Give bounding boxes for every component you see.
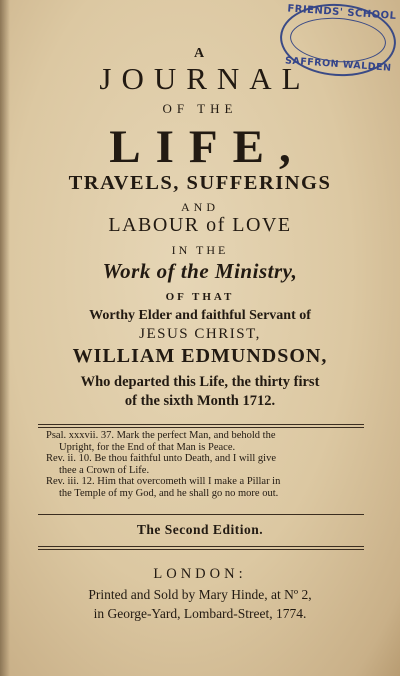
title-of-that: OF THAT [165, 291, 235, 303]
title-and: AND [181, 200, 219, 214]
title-in-the: IN THE [171, 243, 229, 257]
verse-line: thee a Crown of Life. [59, 464, 150, 476]
verse-line: Upright, for the End of that Man is Peace. [59, 441, 236, 453]
verse-line: the Temple of my God, and he shall go no more out. [59, 487, 279, 499]
edition-statement: The Second Edition. [136, 522, 264, 537]
scripture-verses [46, 430, 362, 500]
rule-above-edition [38, 514, 364, 515]
imprint-printer: Printed and Sold by Mary Hinde, at Nº 2, [88, 587, 312, 602]
verse-line: Psal. xxxvii. 37. Mark the perfect Man, and behold the [46, 430, 276, 441]
rule-below-edition [38, 546, 364, 550]
imprint-city: LONDON: [153, 566, 247, 582]
title-line-a: A [193, 46, 207, 61]
title-travels-sufferings: TRAVELS, SUFFERINGS [68, 172, 332, 194]
rule-above-verses [38, 424, 364, 428]
title-journal: JOURNAL [99, 61, 311, 96]
title-departed-line-1: Who departed this Life, the thirty first [80, 374, 320, 390]
title-life: LIFE, [109, 121, 306, 173]
stamp-top-text: FRIENDS' SCHOOL [287, 3, 397, 23]
verse-line: Rev. iii. 12. Him that overcometh will I make a Pillar in [46, 476, 281, 488]
title-work-of-ministry: Work of the Ministry, [102, 259, 298, 283]
title-worthy-elder: Worthy Elder and faithful Servant of [89, 308, 311, 323]
title-departed-line-2: of the sixth Month 1712. [124, 393, 276, 409]
title-author-name: WILLIAM EDMUNDSON, [72, 345, 328, 367]
stamp-bottom-text: SAFFRON WALDEN [284, 55, 392, 74]
title-jesus-christ: JESUS CHRIST, [139, 326, 261, 342]
imprint-address: in George-Yard, Lombard-Street, 1774. [93, 606, 307, 621]
title-of-the: OF THE [162, 101, 238, 116]
title-labour-of-love: LABOUR of LOVE [108, 214, 292, 236]
verse-line: Rev. ii. 10. Be thou faithful unto Death, and I will give [46, 453, 276, 465]
